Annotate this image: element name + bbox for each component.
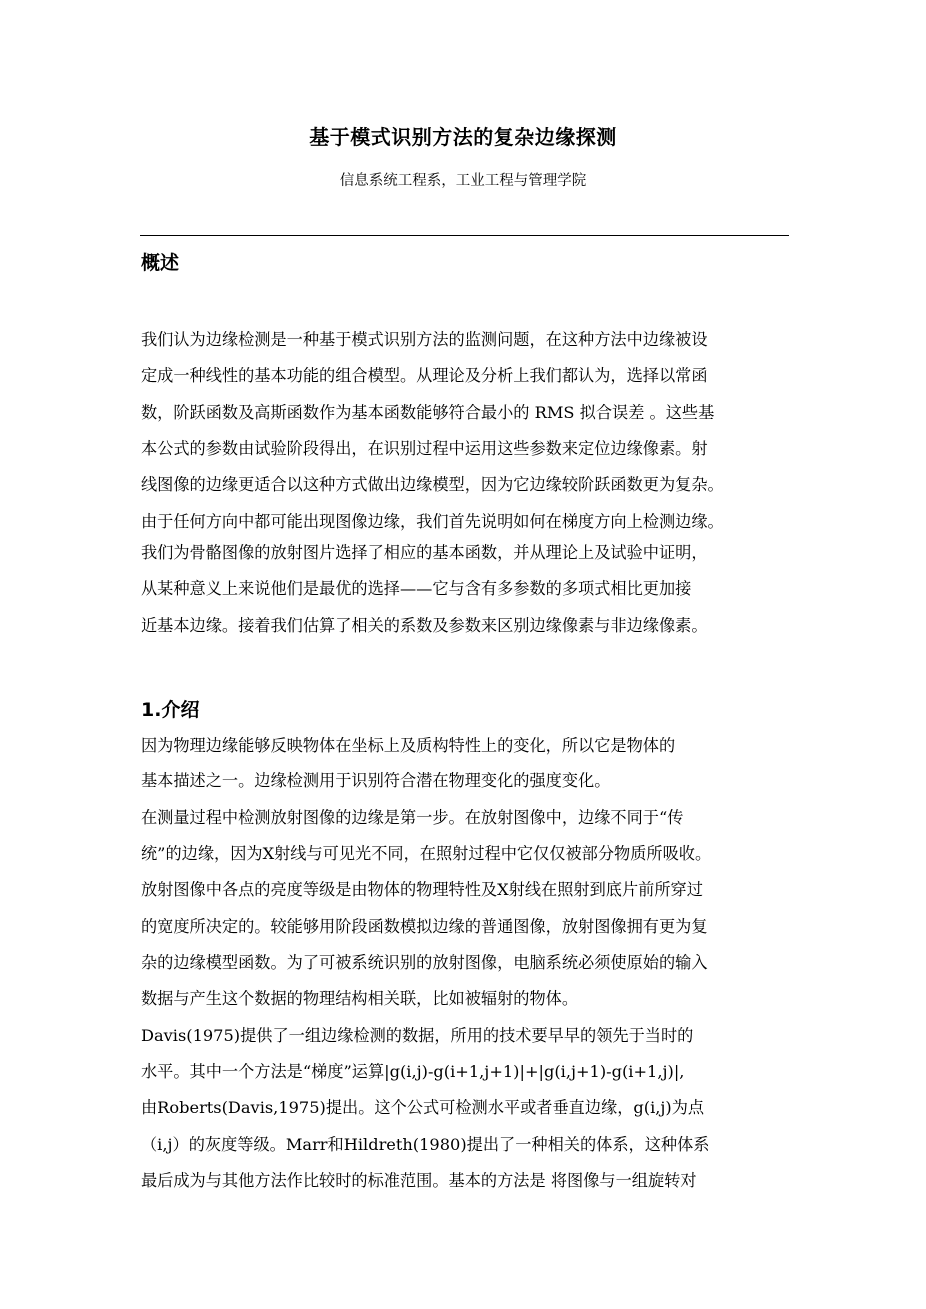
- paper-title: 基于模式识别方法的复杂边缘探测: [309, 125, 617, 149]
- abstract-line: 我们认为边缘检测是一种基于模式识别方法的监测问题，在这种方法中边缘被设: [141, 330, 708, 349]
- abstract-line: 数，阶跃函数及高斯函数作为基本函数能够符合最小的 RMS 拟合误差 。这些基: [141, 403, 715, 422]
- intro-line: 数据与产生这个数据的物理结构相关联，比如被辐射的物体。: [141, 989, 579, 1008]
- intro-line: Davis(1975)提供了一组边缘检测的数据，所用的技术要早早的领先于当时的: [141, 1026, 694, 1045]
- intro-line: 在测量过程中检测放射图像的边缘是第一步。在放射图像中，边缘不同于“传: [141, 808, 684, 827]
- intro-line: 基本描述之一。边缘检测用于识别符合潜在物理变化的强度变化。: [141, 771, 611, 790]
- abstract-line: 我们为骨骼图像的放射图片选择了相应的基本函数，并从理论上及试验中证明，: [141, 543, 708, 562]
- abstract-heading: 概述: [141, 252, 180, 274]
- intro-line: （i,j）的灰度等级。Marr和Hildreth(1980)提出了一种相关的体系，这种体系: [141, 1135, 710, 1154]
- header-divider: [140, 235, 789, 236]
- intro-line: 杂的边缘模型函数。为了可被系统识别的放射图像，电脑系统必须使原始的输入: [141, 953, 708, 972]
- intro-line: 因为物理边缘能够反映物体在坐标上及质构特性上的变化，所以它是物体的: [141, 736, 676, 755]
- abstract-line: 线图像的边缘更适合以这种方式做出边缘模型，因为它边缘较阶跃函数更为复杂。: [141, 475, 724, 494]
- intro-line: 最后成为与其他方法作比较时的标准范围。基本的方法是 将图像与一组旋转对: [141, 1171, 697, 1190]
- abstract-line: 由于任何方向中都可能出现图像边缘，我们首先说明如何在梯度方向上检测边缘。: [141, 512, 724, 531]
- intro-line: 放射图像中各点的亮度等级是由物体的物理特性及X射线在照射到底片前所穿过: [141, 880, 703, 899]
- intro-line: 水平。其中一个方法是“梯度”运算|g(i,j)-g(i+1,j+1)|+|g(i,j+1)-g(i+1,j)|,: [141, 1062, 685, 1081]
- intro-line: 的宽度所决定的。较能够用阶段函数模拟边缘的普通图像，放射图像拥有更为复: [141, 917, 708, 936]
- abstract-line: 近基本边缘。接着我们估算了相关的系数及参数来区别边缘像素与非边缘像素。: [141, 616, 708, 635]
- introduction-heading: 1.介绍: [141, 699, 200, 721]
- intro-line: 由Roberts(Davis,1975)提出。这个公式可检测水平或者垂直边缘，g(i,j)为点: [141, 1098, 705, 1117]
- abstract-line: 本公式的参数由试验阶段得出，在识别过程中运用这些参数来定位边缘像素。射: [141, 439, 708, 458]
- author-affiliation: 信息系统工程系，工业工程与管理学院: [339, 173, 587, 189]
- intro-line: 统”的边缘，因为X射线与可见光不同，在照射过程中它仅仅被部分物质所吸收。: [141, 844, 712, 863]
- abstract-line: 定成一种线性的基本功能的组合模型。从理论及分析上我们都认为，选择以常函: [141, 366, 708, 385]
- abstract-line: 从某种意义上来说他们是最优的选择——它与含有多参数的多项式相比更加接: [141, 579, 692, 598]
